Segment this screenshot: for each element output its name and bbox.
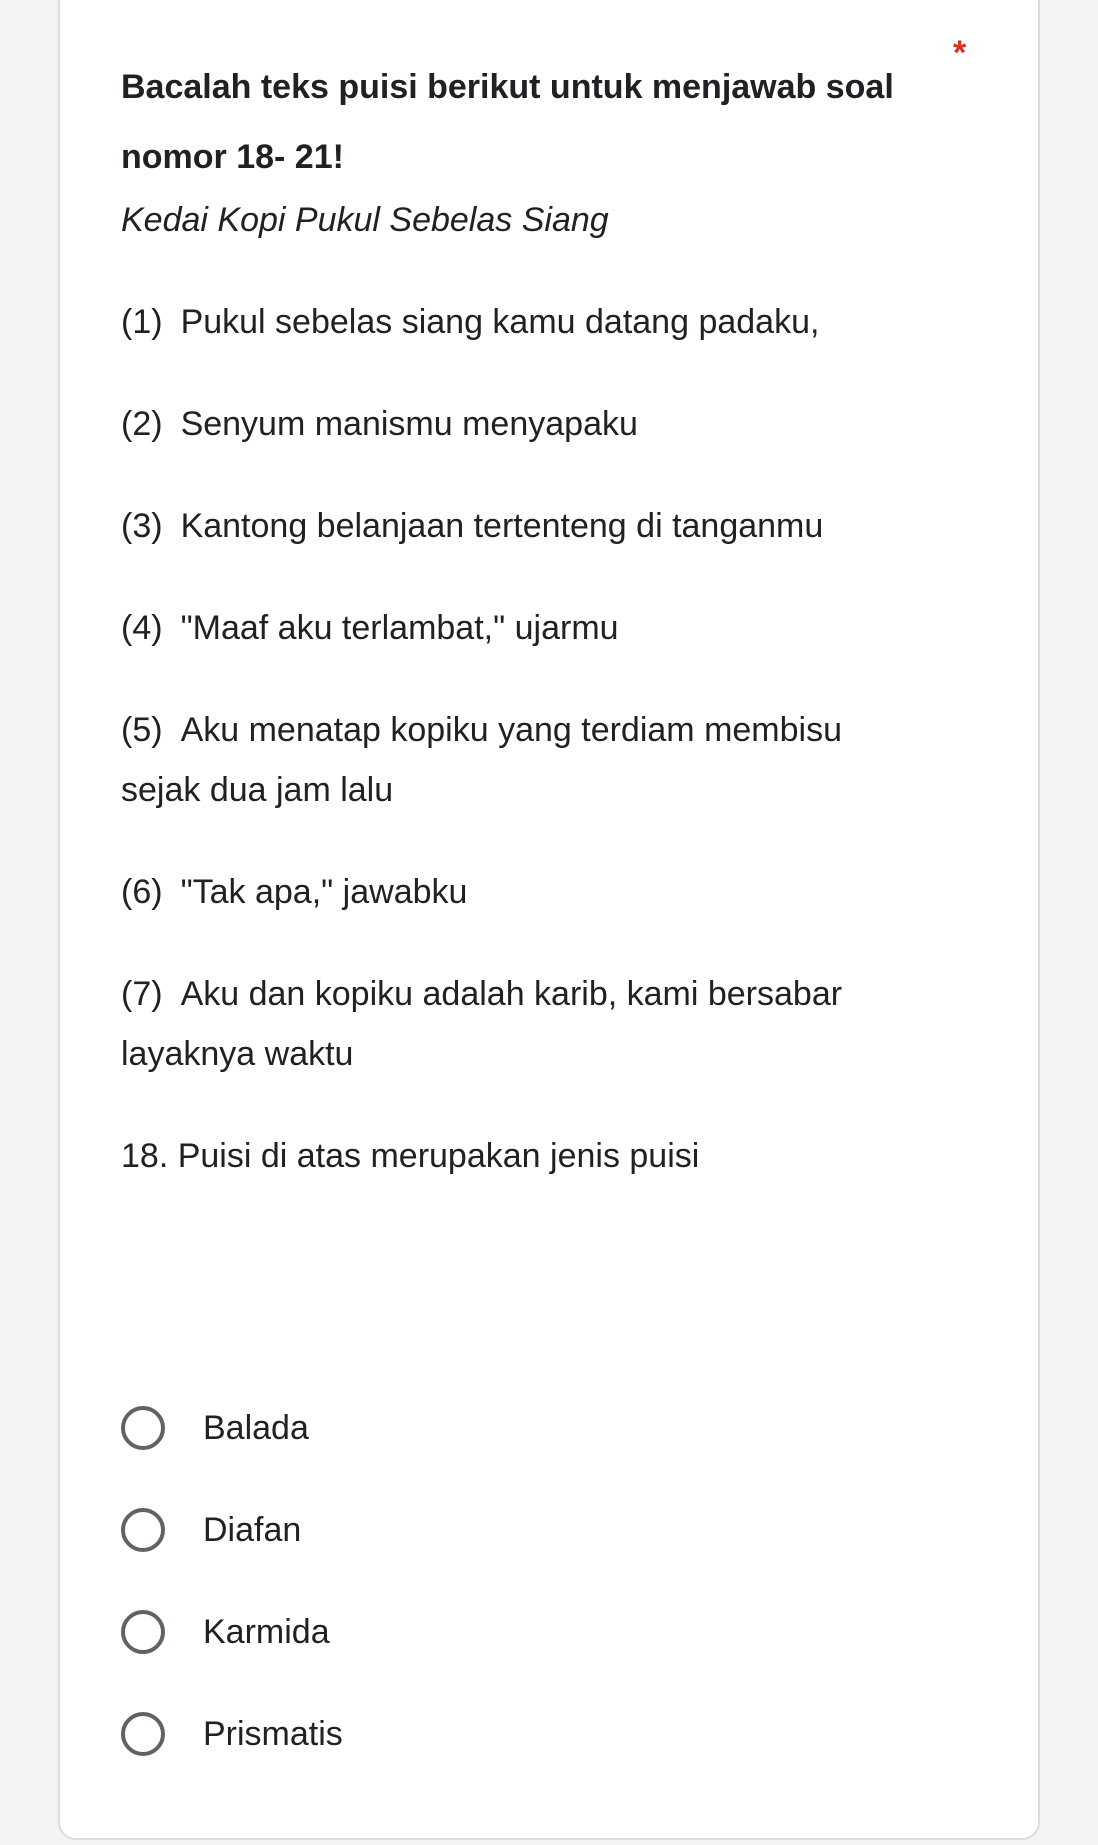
verse-text: "Maaf aku terlambat," ujarmu bbox=[180, 609, 619, 647]
verse-number: (5) bbox=[121, 711, 163, 749]
poem-verse-2 bbox=[121, 394, 881, 454]
question-title: Bacalah teks puisi berikut untuk menjawab soal nomor 18- 21! bbox=[121, 68, 894, 176]
answer-options bbox=[121, 1377, 821, 1785]
verse-number: (3) bbox=[121, 507, 163, 545]
radio-button[interactable] bbox=[121, 1406, 165, 1450]
option-balada[interactable] bbox=[121, 1377, 821, 1479]
verse-text: Senyum manismu menyapaku bbox=[180, 405, 638, 443]
radio-button[interactable] bbox=[121, 1508, 165, 1552]
option-label: Prismatis bbox=[203, 1715, 343, 1753]
verse-text: Pukul sebelas siang kamu datang padaku, bbox=[180, 303, 820, 341]
question-header bbox=[121, 52, 921, 192]
verse-number: (7) bbox=[121, 975, 163, 1013]
radio-button[interactable] bbox=[121, 1610, 165, 1654]
verse-text: Aku menatap kopiku yang terdiam membisu sejak dua jam lalu bbox=[121, 711, 843, 809]
option-label: Balada bbox=[203, 1409, 309, 1447]
verse-text: Kantong belanjaan tertenteng di tanganmu bbox=[180, 507, 824, 545]
verse-number: (1) bbox=[121, 303, 163, 341]
verse-text: Aku dan kopiku adalah karib, kami bersabar layaknya waktu bbox=[121, 975, 843, 1073]
option-karmida[interactable] bbox=[121, 1581, 821, 1683]
poem-verse-4 bbox=[121, 598, 881, 658]
verse-number: (2) bbox=[121, 405, 163, 443]
verse-number: (4) bbox=[121, 609, 163, 647]
question-card bbox=[58, 0, 1040, 1840]
verse-text: "Tak apa," jawabku bbox=[180, 873, 468, 911]
option-label: Karmida bbox=[203, 1613, 330, 1651]
poem-verse-1 bbox=[121, 292, 881, 352]
poem-title: Kedai Kopi Pukul Sebelas Siang bbox=[121, 201, 609, 239]
option-label: Diafan bbox=[203, 1511, 302, 1549]
question-description bbox=[121, 190, 901, 1186]
poem-verse-7 bbox=[121, 964, 881, 1084]
verse-number: (6) bbox=[121, 873, 163, 911]
radio-button[interactable] bbox=[121, 1712, 165, 1756]
poem-verse-3 bbox=[121, 496, 881, 556]
option-prismatis[interactable] bbox=[121, 1683, 821, 1785]
poem-verse-5 bbox=[121, 700, 881, 820]
option-diafan[interactable] bbox=[121, 1479, 821, 1581]
required-marker: * bbox=[953, 34, 967, 72]
question-prompt: 18. Puisi di atas merupakan jenis puisi bbox=[121, 1137, 700, 1175]
poem-verse-6 bbox=[121, 862, 881, 922]
